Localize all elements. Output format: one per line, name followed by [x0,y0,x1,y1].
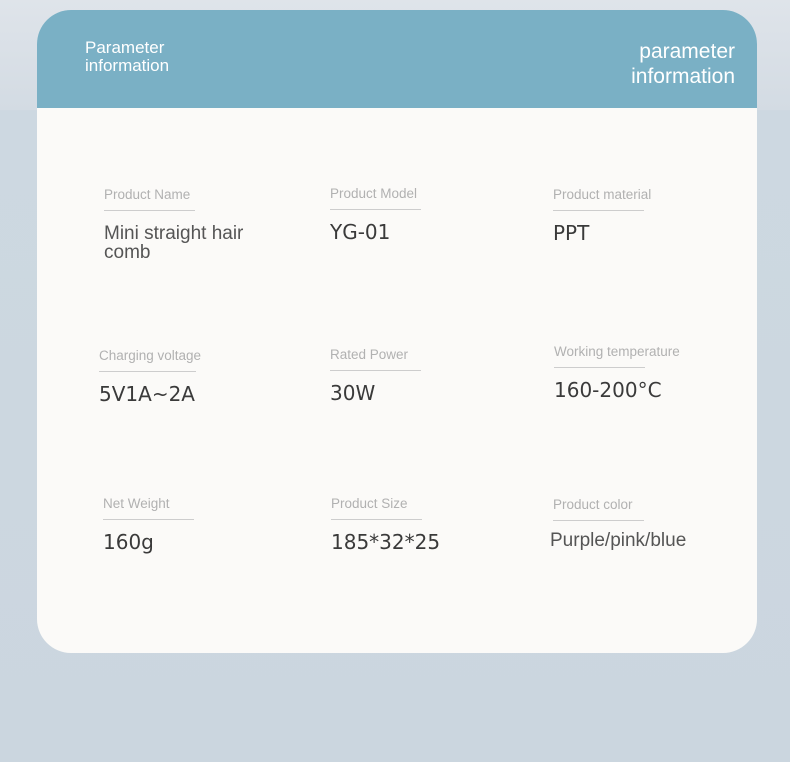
param-product-material [553,187,743,243]
header-title-right: parameter information [631,40,735,88]
param-divider [331,519,422,520]
param-divider [554,367,645,368]
param-label: Charging voltage [99,348,202,363]
param-product-size [331,496,521,552]
param-value: 30W [330,381,376,405]
param-value: 185*32*25 [331,530,441,554]
param-value: 5V1A~2A [99,382,195,406]
param-divider [330,209,421,210]
param-label: Product color [553,497,633,512]
param-product-color [550,497,743,551]
param-value: Purple/pink/blue [550,530,687,551]
param-value: PPT [553,221,590,245]
param-working-temperature [554,344,744,400]
param-label: Rated Power [330,347,409,362]
param-label: Working temperature [554,344,680,359]
param-rated-power [330,347,520,403]
param-label: Product material [553,187,652,202]
param-divider [99,371,196,372]
param-value: YG-01 [330,220,391,244]
param-product-model [330,186,520,242]
param-product-name [104,187,294,262]
param-value: 160g [103,530,154,554]
param-divider [553,520,644,521]
param-net-weight [103,496,293,552]
header-title-left: Parameter information [85,38,170,75]
param-value: 160-200°C [554,378,662,402]
param-divider [330,370,421,371]
param-value: Mini straight hair comb [104,223,244,263]
param-charging-voltage [99,348,289,404]
param-label: Net Weight [103,496,170,511]
param-divider [553,210,644,211]
parameter-card [37,10,757,653]
param-label: Product Size [331,496,408,511]
param-divider [104,210,195,211]
param-label: Product Name [104,187,191,202]
card-header [37,10,757,108]
param-label: Product Model [330,186,418,201]
param-divider [103,519,194,520]
